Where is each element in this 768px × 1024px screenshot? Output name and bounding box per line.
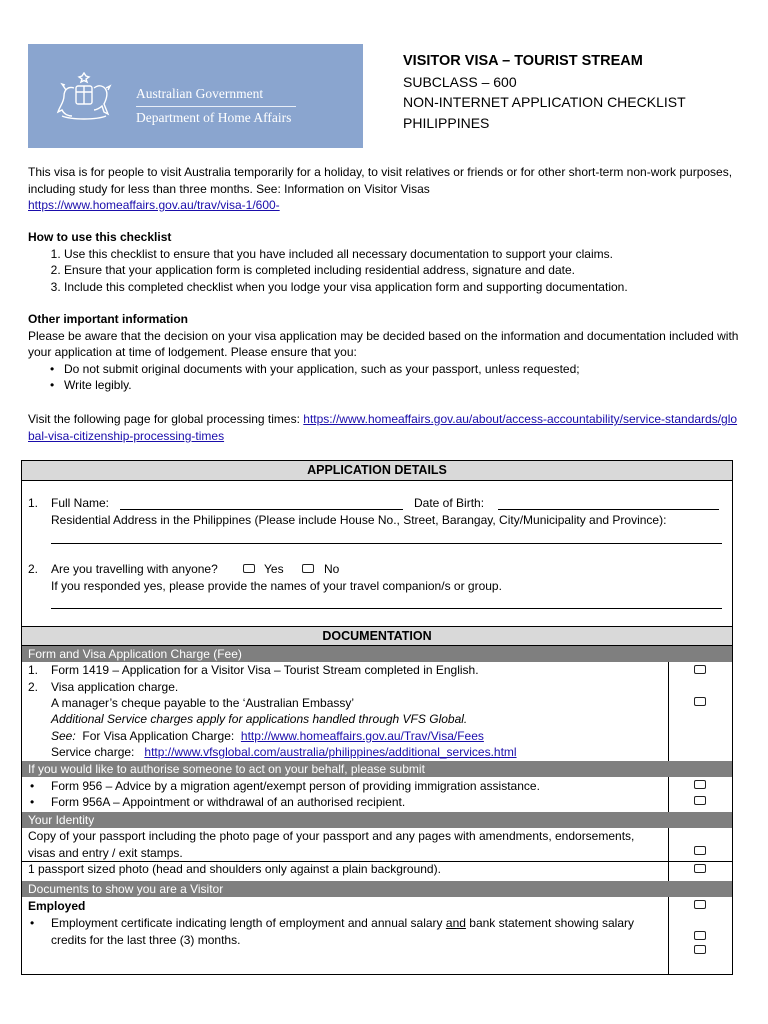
coat-of-arms-icon bbox=[52, 72, 116, 126]
form956-text: Form 956 – Advice by a migration agent/exempt person of providing immigration assistance. bbox=[51, 779, 540, 793]
other-info-text: Please be aware that the decision on your visa application may be decided based on the information and documentation included with your application at time of lodgement. Please ensure that you: bbox=[28, 328, 739, 359]
bullet-icon: • bbox=[30, 916, 35, 930]
form1419-checkbox[interactable] bbox=[694, 665, 706, 674]
travelling-label: Are you travelling with anyone? bbox=[51, 562, 218, 576]
companions-field[interactable] bbox=[51, 608, 722, 609]
fees-link[interactable]: http://www.homeaffairs.gov.au/Trav/Visa/Fees bbox=[240, 729, 484, 743]
employed-heading: Employed bbox=[28, 899, 86, 913]
passport-photo-checkbox[interactable] bbox=[694, 864, 706, 873]
government-logo bbox=[28, 44, 363, 148]
address-label: Residential Address in the Philippines (Please include House No., Street, Barangay, City/Municipality and Province): bbox=[51, 513, 667, 527]
logo-line-2: Department of Home Affairs bbox=[136, 110, 292, 125]
other-info-bullets bbox=[28, 361, 748, 394]
full-name-field[interactable] bbox=[120, 509, 403, 510]
bullet-icon: • bbox=[30, 779, 35, 793]
logo-line-1: Australian Government bbox=[136, 86, 264, 101]
employment-text: Employment certificate indicating length of employment and annual salary and bank statement showing salary credits for the last three (3) months. bbox=[51, 916, 635, 947]
identity-section-header: Your Identity bbox=[22, 812, 732, 828]
document-title bbox=[403, 51, 686, 133]
title-line-1: VISITOR VISA – TOURIST STREAM bbox=[403, 53, 643, 69]
logo-divider bbox=[136, 106, 296, 107]
processing-times-section bbox=[28, 411, 740, 444]
cheque-text: A manager’s cheque payable to the ‘Australian Embassy’ bbox=[51, 696, 355, 710]
documentation-header: DOCUMENTATION bbox=[22, 626, 732, 646]
charge-number: 2. bbox=[28, 680, 39, 694]
additional-charges-text: Additional Service charges apply for applications handled through VFS Global. bbox=[51, 712, 468, 726]
how-to-item: 3. Include this completed checklist when you lodge your visa application form and supporting documentation. bbox=[64, 279, 748, 296]
no-label: No bbox=[324, 562, 340, 576]
title-line-2: SUBCLASS – 600 bbox=[403, 73, 517, 90]
bank-statement-checkbox[interactable] bbox=[694, 945, 706, 954]
see-text: For Visa Application Charge: bbox=[82, 729, 235, 743]
form956a-checkbox[interactable] bbox=[694, 796, 706, 805]
employment-cert-checkbox[interactable] bbox=[694, 931, 706, 940]
column-divider bbox=[668, 828, 669, 881]
dob-label: Date of Birth: bbox=[414, 496, 485, 510]
column-divider bbox=[668, 777, 669, 812]
how-to-list bbox=[28, 246, 748, 296]
bullet-item: • Write legibly. bbox=[64, 377, 748, 394]
checklist-table bbox=[21, 460, 733, 975]
other-info-heading: Other important information bbox=[28, 312, 188, 326]
title-line-4: PHILIPPINES bbox=[403, 114, 490, 131]
address-field[interactable] bbox=[51, 543, 722, 544]
authorise-section-header: If you would like to authorise someone to act on your behalf, please submit bbox=[22, 761, 732, 777]
column-divider bbox=[668, 662, 669, 761]
bullet-item: • Do not submit original documents with your application, such as your passport, unless requested; bbox=[64, 361, 748, 378]
q2-number: 2. bbox=[28, 562, 39, 576]
intro-section bbox=[28, 164, 748, 214]
passport-copy-checkbox[interactable] bbox=[694, 846, 706, 855]
application-details-header: APPLICATION DETAILS bbox=[22, 461, 732, 481]
processing-times-link[interactable]: https://www.homeaffairs.gov.au/about/access-accountability/service-standards/global-visa-citizenship-processing-times bbox=[28, 412, 738, 443]
form1419-number: 1. bbox=[28, 663, 39, 677]
form956a-text: Form 956A – Appointment or withdrawal of an authorised recipient. bbox=[51, 795, 406, 809]
other-info-section bbox=[28, 311, 748, 394]
see-label: See: bbox=[51, 729, 76, 743]
dob-field[interactable] bbox=[498, 509, 719, 510]
full-name-label: Full Name: bbox=[51, 496, 110, 510]
q1-number: 1. bbox=[28, 496, 39, 510]
travelling-no-checkbox[interactable] bbox=[302, 564, 314, 573]
employed-checkbox[interactable] bbox=[694, 900, 706, 909]
how-to-heading: How to use this checklist bbox=[28, 230, 172, 244]
how-to-item: 1. Use this checklist to ensure that you have included all necessary documentation to support your claims. bbox=[64, 246, 748, 263]
travelling-yes-checkbox[interactable] bbox=[243, 564, 255, 573]
yes-label: Yes bbox=[264, 562, 284, 576]
passport-copy-text: Copy of your passport including the photo page of your passport and any pages with amendments, endorsements, visas and entry / exit stamps. bbox=[28, 829, 635, 860]
visitor-docs-section-header: Documents to show you are a Visitor bbox=[22, 881, 732, 897]
vfs-services-link[interactable]: http://www.vfsglobal.com/australia/philippines/additional_services.html bbox=[144, 745, 517, 759]
passport-photo-text: 1 passport sized photo (head and shoulders only against a plain background). bbox=[28, 862, 441, 876]
column-divider bbox=[668, 897, 669, 974]
processing-text: Visit the following page for global processing times: https://www.homeaffairs.gov.au/about/access-accountability/service-standards/global-visa-citizenship-processing-times bbox=[28, 412, 738, 443]
form956-checkbox[interactable] bbox=[694, 780, 706, 789]
form1419-text: Form 1419 – Application for a Visitor Visa – Tourist Stream completed in English. bbox=[51, 663, 479, 677]
title-line-3: NON-INTERNET APPLICATION CHECKLIST bbox=[403, 94, 686, 110]
charge-text: Visa application charge. bbox=[51, 680, 179, 694]
visa-info-link[interactable]: https://www.homeaffairs.gov.au/trav/visa-1/600- bbox=[28, 198, 280, 212]
bullet-icon: • bbox=[30, 795, 35, 809]
charge-checkbox[interactable] bbox=[694, 697, 706, 706]
how-to-section bbox=[28, 229, 748, 295]
fee-section-header: Form and Visa Application Charge (Fee) bbox=[22, 646, 732, 662]
service-charge-label: Service charge: bbox=[51, 745, 135, 759]
companions-label: If you responded yes, please provide the names of your travel companion/s or group. bbox=[51, 579, 502, 593]
how-to-item: 2. Ensure that your application form is completed including residential address, signature and date. bbox=[64, 262, 748, 279]
intro-text: This visa is for people to visit Australia temporarily for a holiday, to visit relatives or friends or for other short-term non-work purposes, including study for less than three months. See: Information on Visitor Visas https://www.homeaffairs.gov.au/trav/visa-1/600- bbox=[28, 165, 733, 212]
